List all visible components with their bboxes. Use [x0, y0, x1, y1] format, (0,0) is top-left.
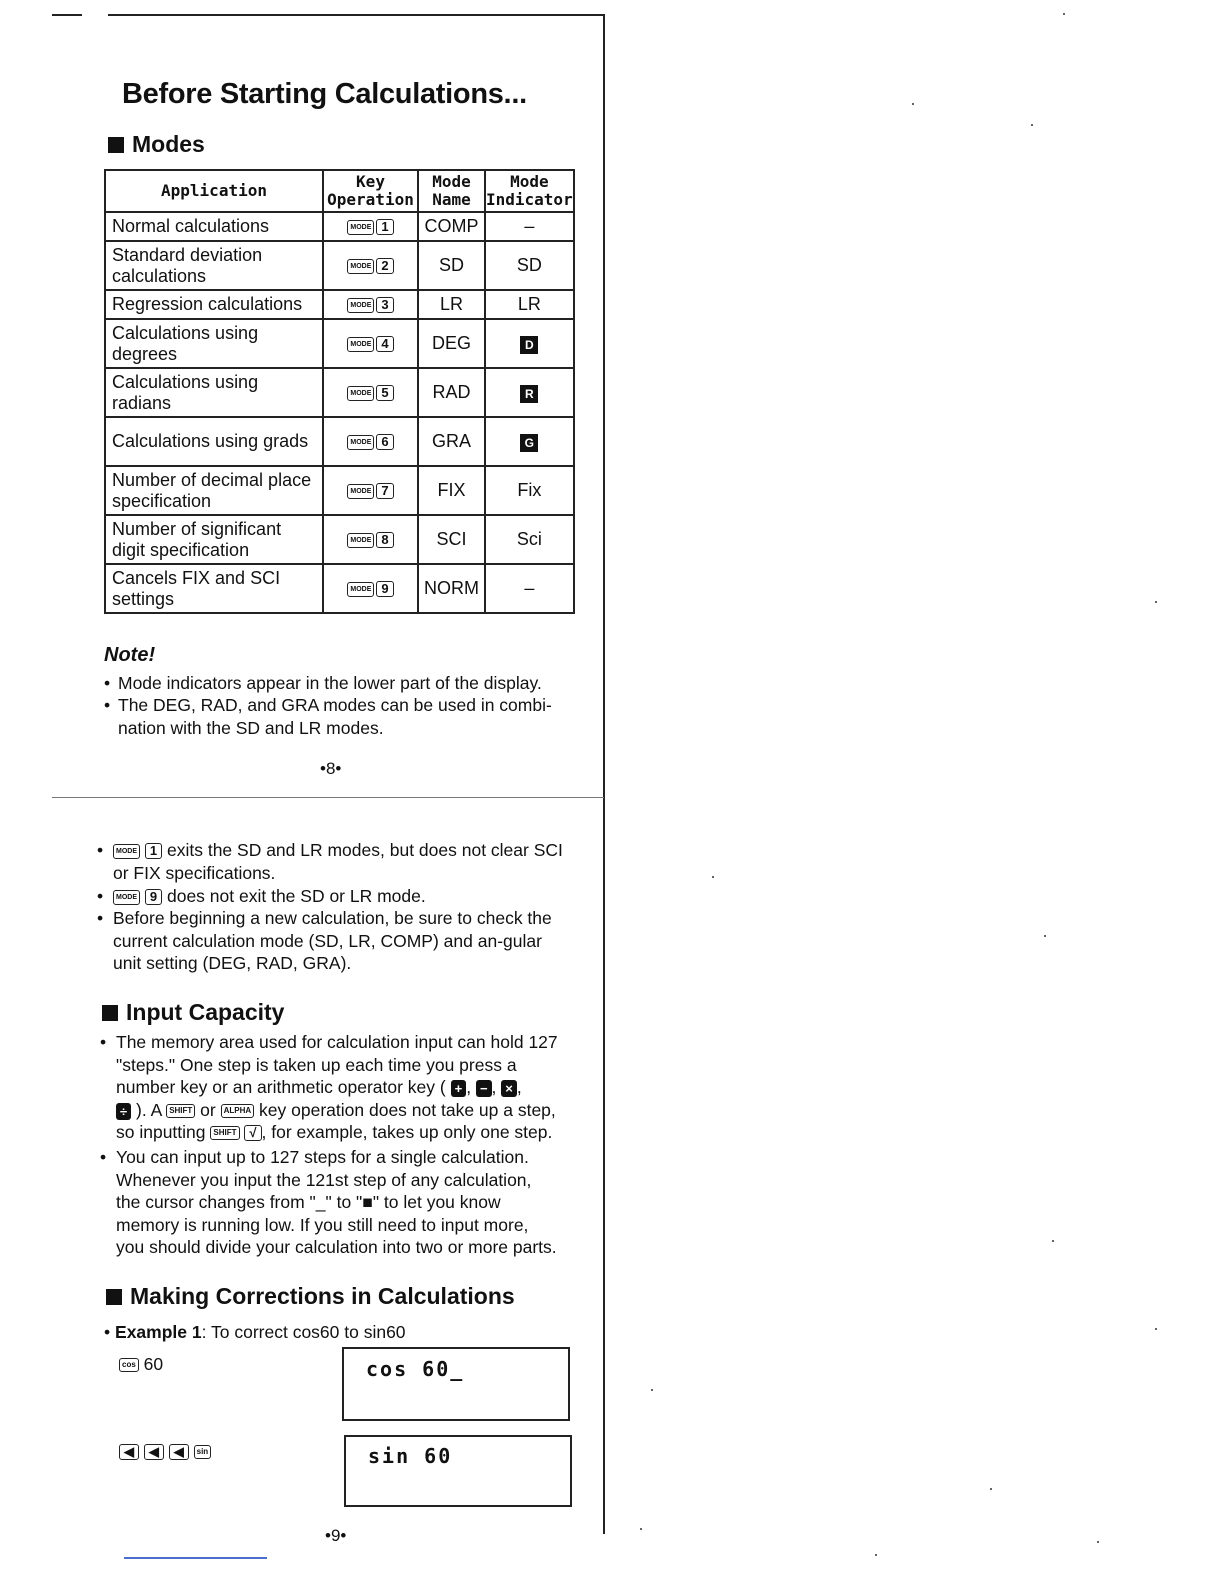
- application-cell: Cancels FIX and SCI settings: [105, 564, 323, 613]
- page-break-rule: [52, 797, 604, 798]
- mode-indicator-cell: SD: [485, 241, 574, 290]
- divide-key-icon: ÷: [116, 1103, 131, 1120]
- text-line: Whenever you input the 121st step of any calculation,: [116, 1169, 532, 1190]
- display-2-text: sin 60: [368, 1444, 453, 1468]
- table-row: [105, 290, 574, 319]
- times-key-icon: ×: [501, 1080, 517, 1097]
- text-fragment: , for example, takes up only one step.: [261, 1122, 553, 1142]
- mode-indicator-cell: Sci: [485, 515, 574, 564]
- note-item-text: Mode indicators appear in the lower part of the display.: [118, 673, 542, 693]
- note-item-text: The DEG, RAD, and GRA modes can be used in combi-nation with the SD and LR modes.: [118, 695, 552, 738]
- page-number: •9•: [325, 1526, 347, 1545]
- mode-name-cell: COMP: [418, 212, 485, 241]
- shift-key-icon: SHIFT: [210, 1126, 239, 1140]
- mode-key-icon: MODE: [347, 435, 374, 450]
- bullet-text: Before beginning a new calculation, be sure to check the current calculation mode (SD, LR, COMP) and an-gular unit setting (DEG, RAD, GRA).: [113, 908, 552, 973]
- mode-key-icon: MODE: [347, 386, 374, 401]
- number-key: 8: [376, 532, 393, 548]
- number-key: 2: [376, 258, 393, 274]
- left-arrow-key-icon: ◀: [144, 1444, 164, 1460]
- example-label: Example 1: [115, 1322, 202, 1342]
- indicator-box-icon: R: [520, 385, 538, 403]
- scan-speck: [1031, 124, 1033, 126]
- scan-speck: [1044, 935, 1046, 937]
- mode-key-icon: MODE: [347, 484, 374, 499]
- mode-key-icon: MODE: [347, 298, 374, 313]
- mode-name-cell: SD: [418, 241, 485, 290]
- mode-indicator-cell: [485, 417, 574, 466]
- modes-heading: [108, 131, 205, 158]
- number-key: 9: [145, 889, 162, 905]
- key-operation-cell: [323, 241, 418, 290]
- key-operation-cell: [323, 417, 418, 466]
- table-header-row: [105, 170, 574, 212]
- col-header-key-operation: Key Operation: [323, 170, 418, 212]
- check-mode-bullet: [97, 907, 572, 973]
- square-bullet-icon: [102, 1005, 118, 1021]
- minus-key-icon: −: [476, 1080, 492, 1097]
- mode-key-icon: MODE: [347, 582, 374, 597]
- modes-table: [104, 169, 575, 614]
- bullet-icon: •: [97, 840, 104, 860]
- mode-exit-bullet: [97, 839, 572, 883]
- table-row: [105, 466, 574, 515]
- text-line: You can input up to 127 steps for a single calculation.: [116, 1147, 529, 1167]
- corrections-heading-text: Making Corrections in Calculations: [130, 1283, 515, 1309]
- left-arrow-key-icon: ◀: [169, 1444, 189, 1460]
- text-line: memory is running low. If you still need to input more,: [116, 1214, 529, 1235]
- note-label: Note!: [104, 644, 156, 666]
- application-cell: Number of significant digit specification: [105, 515, 323, 564]
- key-operation-cell: [323, 466, 418, 515]
- square-bullet-icon: [108, 137, 124, 153]
- sin-key-icon: sin: [194, 1445, 212, 1459]
- bullet-icon: •: [104, 673, 111, 693]
- text-fragment: ). A: [136, 1099, 162, 1120]
- left-arrow-key-icon: ◀: [119, 1444, 139, 1460]
- table-row: [105, 241, 574, 290]
- key-operation-cell: [323, 368, 418, 417]
- example-text: : To correct cos60 to sin60: [201, 1322, 406, 1342]
- scan-speck: [1063, 13, 1065, 15]
- mode-name-cell: FIX: [418, 466, 485, 515]
- col-header-mode-name: Mode Name: [418, 170, 485, 212]
- application-cell: Standard deviation calculations: [105, 241, 323, 290]
- note-item: [104, 694, 574, 738]
- bullet-icon: •: [104, 695, 111, 715]
- table-row: [105, 417, 574, 466]
- table-row: [105, 319, 574, 368]
- step1-value: 60: [143, 1354, 164, 1374]
- step2-keys: [119, 1440, 211, 1463]
- shift-key-icon: SHIFT: [166, 1104, 195, 1118]
- mode-name-cell: GRA: [418, 417, 485, 466]
- text-line: "steps." One step is taken up each time you press a: [116, 1054, 517, 1075]
- mode-indicator-cell: Fix: [485, 466, 574, 515]
- bullet-text: exits the SD and LR modes, but does not clear SCI or FIX specifications.: [113, 840, 563, 883]
- table-row: [105, 368, 574, 417]
- mode-indicator-cell: –: [485, 564, 574, 613]
- number-key: 1: [145, 843, 162, 859]
- mode-indicator-cell: [485, 368, 574, 417]
- cos-key-icon: cos: [119, 1358, 139, 1372]
- mode-name-cell: DEG: [418, 319, 485, 368]
- scan-speck: [651, 1389, 653, 1391]
- bullet-text: does not exit the SD or LR mode.: [166, 886, 426, 906]
- number-key: 7: [376, 483, 393, 499]
- application-cell: Number of decimal place specification: [105, 466, 323, 515]
- norm-bullet: [97, 885, 572, 908]
- bullet-icon: •: [100, 1032, 107, 1052]
- text-fragment: key operation does not take up a step,: [259, 1099, 556, 1120]
- table-row: [105, 515, 574, 564]
- key-operation-cell: [323, 515, 418, 564]
- step1-keys: [119, 1353, 163, 1376]
- text-line: you should divide your calculation into two or more parts.: [116, 1237, 557, 1257]
- number-key: 4: [376, 336, 393, 352]
- text-fragment: so inputting: [116, 1122, 206, 1142]
- number-key: 1: [376, 219, 393, 235]
- table-row: [105, 564, 574, 613]
- sqrt-key-icon: √: [244, 1125, 261, 1141]
- number-key: 6: [376, 434, 393, 450]
- input-capacity-heading: [102, 999, 284, 1026]
- bullet-icon: •: [97, 908, 104, 928]
- application-cell: Regression calculations: [105, 290, 323, 319]
- scan-speck: [640, 1528, 642, 1530]
- bullet-icon: •: [97, 886, 104, 906]
- indicator-box-icon: G: [520, 434, 538, 452]
- indicator-box-icon: D: [520, 336, 538, 354]
- text-line: [116, 1121, 572, 1144]
- mode-key-icon: MODE: [347, 220, 374, 235]
- scan-speck: [1052, 1240, 1054, 1242]
- corrections-heading: [106, 1283, 515, 1310]
- mode-name-cell: LR: [418, 290, 485, 319]
- key-operation-cell: [323, 212, 418, 241]
- plus-key-icon: +: [451, 1080, 467, 1097]
- modes-heading-text: Modes: [132, 131, 205, 157]
- input-capacity-heading-text: Input Capacity: [126, 999, 285, 1025]
- mode-key-icon: MODE: [347, 259, 374, 274]
- text-fragment: number key or an arithmetic operator key (: [116, 1077, 446, 1097]
- scan-speck: [990, 1488, 992, 1490]
- scan-speck: [1155, 1328, 1157, 1330]
- application-cell: Calculations using degrees: [105, 319, 323, 368]
- mode-key-icon: MODE: [347, 337, 374, 352]
- bullet-icon: •: [104, 1322, 111, 1342]
- bullet-icon: •: [100, 1147, 107, 1167]
- mode-key-icon: MODE: [113, 890, 140, 905]
- text-fragment: or: [200, 1099, 216, 1120]
- application-cell: Calculations using grads: [105, 417, 323, 466]
- mode-key-icon: MODE: [347, 533, 374, 548]
- example-line: [104, 1321, 574, 1344]
- mode-indicator-cell: [485, 319, 574, 368]
- mode-name-cell: SCI: [418, 515, 485, 564]
- col-header-application: Application: [105, 170, 323, 212]
- number-key: 9: [376, 581, 393, 597]
- mode-name-cell: RAD: [418, 368, 485, 417]
- scan-speck: [912, 103, 914, 105]
- text-line: the cursor changes from "_" to "■" to let you know: [116, 1192, 501, 1212]
- top-rule-main: [108, 14, 605, 16]
- table-row: [105, 212, 574, 241]
- display-1-text: cos 60_: [366, 1357, 465, 1381]
- number-key: 5: [376, 385, 393, 401]
- mode-indicator-cell: LR: [485, 290, 574, 319]
- page-number: •8•: [320, 759, 342, 778]
- text-line: number key or an arithmetic operator key ( + , − , × ,: [116, 1077, 522, 1097]
- mode-indicator-cell: –: [485, 212, 574, 241]
- key-operation-cell: [323, 564, 418, 613]
- mode-key-icon: MODE: [113, 844, 140, 859]
- top-rule-left: [52, 14, 82, 16]
- key-operation-cell: [323, 290, 418, 319]
- number-key: 3: [376, 297, 393, 313]
- bottom-line: [124, 1557, 267, 1559]
- col-header-mode-indicator: Mode Indicator: [485, 170, 574, 212]
- application-cell: Calculations using radians: [105, 368, 323, 417]
- scan-speck: [1097, 1541, 1099, 1543]
- display-1: [342, 1347, 570, 1421]
- scan-speck: [712, 876, 714, 878]
- key-operation-cell: [323, 319, 418, 368]
- square-bullet-icon: [106, 1289, 122, 1305]
- alpha-key-icon: ALPHA: [221, 1104, 255, 1118]
- scan-speck: [875, 1554, 877, 1556]
- application-cell: Normal calculations: [105, 212, 323, 241]
- display-2: [344, 1435, 572, 1507]
- mode-name-cell: NORM: [418, 564, 485, 613]
- text-line: The memory area used for calculation input can hold 127: [116, 1032, 558, 1052]
- page-divider: [603, 14, 605, 1534]
- note-item: [104, 672, 574, 695]
- text-line: [116, 1099, 572, 1122]
- page-title: Before Starting Calculations...: [122, 78, 527, 110]
- scan-speck: [1155, 601, 1157, 603]
